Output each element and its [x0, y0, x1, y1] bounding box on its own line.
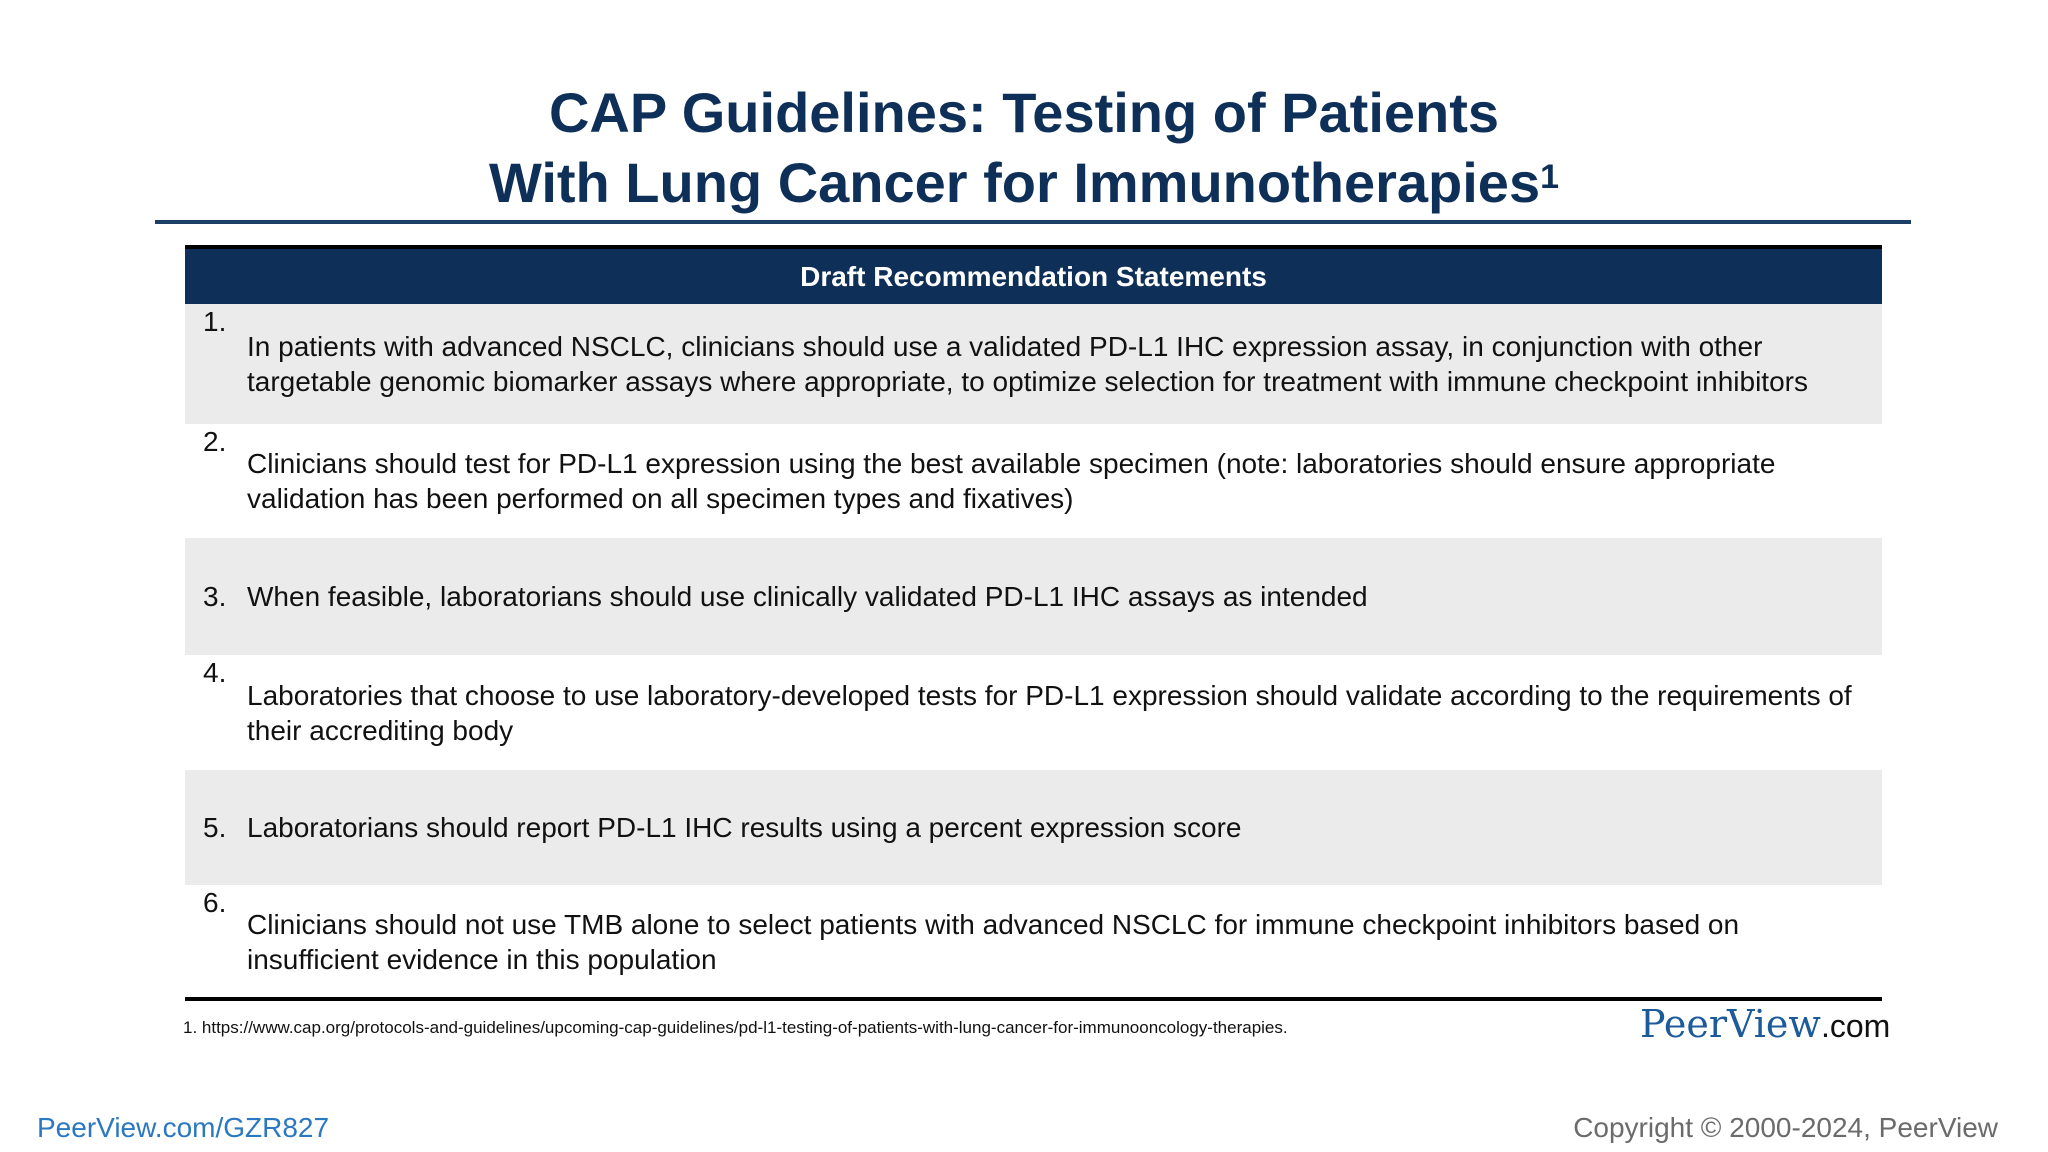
row-number: 1.	[203, 306, 227, 337]
row-number: 4.	[203, 657, 227, 688]
title-line-1: CAP Guidelines: Testing of Patients	[548, 81, 1500, 144]
row-text: In patients with advanced NSCLC, clinicians should use a validated PD-L1 IHC expression assay, in conjunction with other targetable genomic biomarker assays where appropriate, to optimize selection for treatment with immune checkpoint inhibitors	[247, 331, 1808, 397]
row-number: 6.	[203, 887, 227, 918]
table-row	[185, 770, 1882, 885]
slide-title	[0, 78, 2048, 218]
row-text: Laboratories that choose to use laboratory-developed tests for PD-L1 expression should validate according to the requirements of their accrediting body	[247, 679, 1852, 746]
table-row	[185, 424, 1882, 538]
row-text: When feasible, laboratorians should use clinically validated PD-L1 IHC assays as intended	[247, 581, 1368, 612]
title-divider	[155, 220, 1911, 224]
title-line-2	[0, 148, 2048, 218]
row-number: 3.	[203, 581, 227, 612]
table-row	[185, 538, 1882, 655]
peerview-logo	[1640, 1000, 1891, 1050]
row-text: Laboratorians should report PD-L1 IHC results using a percent expression score	[247, 812, 1242, 843]
title-superscript: 1	[1540, 158, 1560, 196]
row-text: Clinicians should not use TMB alone to select patients with advanced NSCLC for immune checkpoint inhibitors based on insufficient evidence in this population	[247, 909, 1740, 975]
copyright-text: Copyright © 2000-2024, PeerView	[1573, 1112, 1998, 1143]
table-row	[185, 304, 1882, 424]
row-text: Clinicians should test for PD-L1 expression using the best available specimen (note: laboratories should ensure appropriate validation has been performed on all specimen types and fixatives)	[247, 448, 1776, 514]
table-row	[185, 885, 1882, 999]
program-link[interactable]: PeerView.com/GZR827	[37, 1112, 330, 1143]
table-row	[185, 655, 1882, 770]
reference-footnote: 1. https://www.cap.org/protocols-and-guidelines/upcoming-cap-guidelines/pd-l1-testing-of-patients-with-lung-cancer-for-immunooncology-therapies.	[183, 1018, 1288, 1037]
brand-name: PeerView	[1640, 1002, 1821, 1046]
title-line-2-text: With Lung Cancer for Immunotherapies	[488, 151, 1541, 214]
table-header: Draft Recommendation Statements	[185, 245, 1882, 304]
row-number: 2.	[203, 426, 227, 457]
recommendations-table	[185, 245, 1882, 999]
brand-suffix: .com	[1820, 1008, 1891, 1044]
table-bottom-rule	[185, 997, 1882, 1001]
row-number: 5.	[203, 812, 227, 843]
